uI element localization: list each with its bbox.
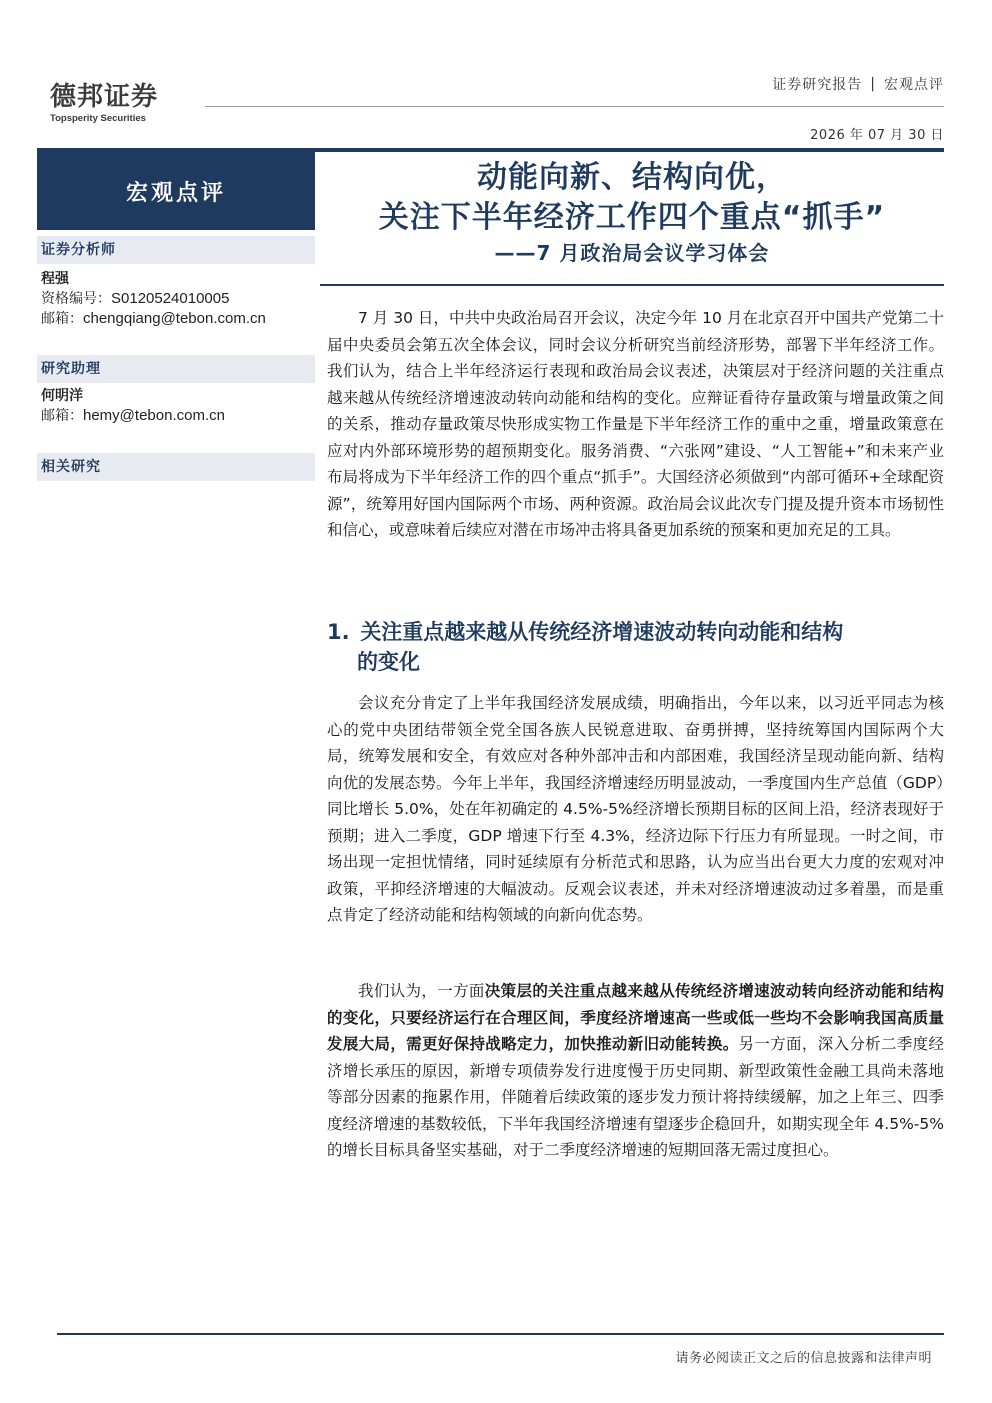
related-research-section: [37, 453, 315, 481]
section-title-text: 关注重点越来越从传统经济增速波动转向动能和结构: [360, 620, 844, 644]
assistant-email-label: 邮箱：: [41, 408, 83, 424]
analyst-section: [37, 236, 315, 329]
analyst-heading: 证券分析师: [37, 236, 315, 264]
section-1-paragraph-2-block: [327, 978, 944, 1164]
assistant-name: 何明洋: [41, 388, 83, 404]
section-1-paragraph-1: 会议充分肯定了上半年我国经济发展成绩，明确指出，今年以来，以习近平同志为核心的党中央团结带领全党全国各族人民锐意进取、奋勇拼搏，坚持统筹国内国际两个大局，统筹发展和安全，有效应对各种外部冲击和内部困难，我国经济呈现动能向新、结构向优的发展态势。今年上半年，我国经济增速经历明显波动，一季度国内生产总值（GDP）同比增长 5.0%，处在年初确定的 4.5%-5%经济增长预期目标的区间上沿，经济表现好于预期；进入二季度，GDP 增速下行至 4.3%，经济边际下行压力有所显现。一时之间，市场出现一定担忧情绪，同时延续原有分析范式和思路，认为应当出台更大力度的宏观对冲政策，平抑经济增速的大幅波动。反观会议表述，并未对经济增速波动过多着墨，而是重点肯定了经济动能和结构领域的向新向优态势。: [327, 694, 944, 924]
footer-disclaimer: 请务必阅读正文之后的信息披露和法律声明: [675, 1351, 932, 1366]
related-research-heading: 相关研究: [37, 453, 315, 481]
para2-intro: 我们认为，一方面: [358, 982, 485, 1000]
para2-key-view: 决策层的关注重点越来越从传统经济增速波动转向经济动能和结构的变化，只要经济运行在合理区间，季度经济增速高一些或低一些均不会影响我国高质量发展大局，需更好保持战略定力，加快推动新旧动能转换。: [327, 982, 944, 1053]
analyst-name: 程强: [41, 271, 69, 287]
footer-divider: [57, 1333, 944, 1335]
assistant-email[interactable]: hemy@tebon.com.cn: [83, 407, 225, 424]
summary-block: [327, 305, 944, 544]
title-subtitle: ——7 月政治局会议学习体会: [494, 241, 770, 265]
section-1-heading: [327, 617, 944, 677]
doc-type-label: 证券研究报告: [772, 77, 863, 93]
section-1-heading-line-1: [327, 617, 944, 647]
summary-paragraph: 7 月 30 日，中共中央政治局召开会议，决定今年 10 月在北京召开中国共产党第二十届中央委员会第五次全体会议，同时会议分析研究当前经济形势，部署下半年经济工作。我们认为，结合上半年经济运行表现和政治局会议表述，决策层对于经济问题的关注重点越来越从传统经济增速波动转向动能和结构的变化。应辩证看待存量政策与增量政策之间的关系，推动存量政策尽快形成实物工作量是下半年经济工作的重中之重，增量政策意在应对内外部环境形势的超预期变化。服务消费、“六张网”建设、“人工智能+”和未来产业布局将成为下半年经济工作的四个重点“抓手”。大国经济必须做到“内部可循环+全球配资源”，统筹用好国内国际两个市场、两种资源。政治局会议此次专门提及提升资本市场韧性和信心，或意味着后续应对潜在市场冲击将具备更加系统的预案和更加充足的工具。: [327, 309, 944, 539]
report-date: 2026 年 07 月 30 日: [810, 128, 944, 143]
company-logo: [50, 82, 158, 125]
analyst-email[interactable]: chengqiang@tebon.com.cn: [83, 310, 266, 327]
report-type-header: [772, 74, 944, 94]
section-1-paragraph-1-block: [327, 690, 944, 929]
section-title-continued: 的变化: [357, 650, 420, 674]
para2-remainder: 另一方面，深入分析二季度经济增长承压的原因，新增专项债券发行进度慢于历史同期、新型政策性金融工具尚未落地等部分因素的拖累作用，伴随着后续政策的逐步发力预计将持续缓解，加之上年三、四季度经济增速的基数较低，下半年我国经济增速有望逐步企稳回升，如期实现全年 4.5%-5%的增长目标具备坚实基础，对于二季度经济增速的短期回落无需过度担心。: [327, 1035, 944, 1159]
header-separator: |: [870, 76, 876, 92]
report-category-tag: 宏观点评: [37, 152, 315, 230]
report-title: [320, 152, 944, 282]
category-label: 宏观点评: [884, 77, 944, 93]
title-line-2: 关注下半年经济工作四个重点“抓手”: [378, 200, 886, 235]
analyst-email-label: 邮箱：: [41, 311, 83, 327]
analyst-cert-row: [37, 289, 315, 309]
analyst-cert-label: 资格编号：: [41, 291, 111, 307]
analyst-email-row: [37, 309, 315, 329]
analyst-cert-number: S0120524010005: [111, 290, 230, 307]
section-1-paragraph-2: [327, 978, 944, 1164]
title-divider: [320, 284, 944, 286]
assistant-email-row: [37, 406, 315, 426]
title-line-1: 动能向新、结构向优，: [477, 160, 787, 195]
logo-english-name: Topsperity Securities: [50, 113, 146, 124]
logo-chinese-name: 德邦证券: [50, 82, 159, 112]
section-number: 1.: [327, 620, 350, 644]
assistant-section: [37, 355, 315, 426]
header-divider: [205, 106, 944, 107]
assistant-heading: 研究助理: [37, 355, 315, 383]
